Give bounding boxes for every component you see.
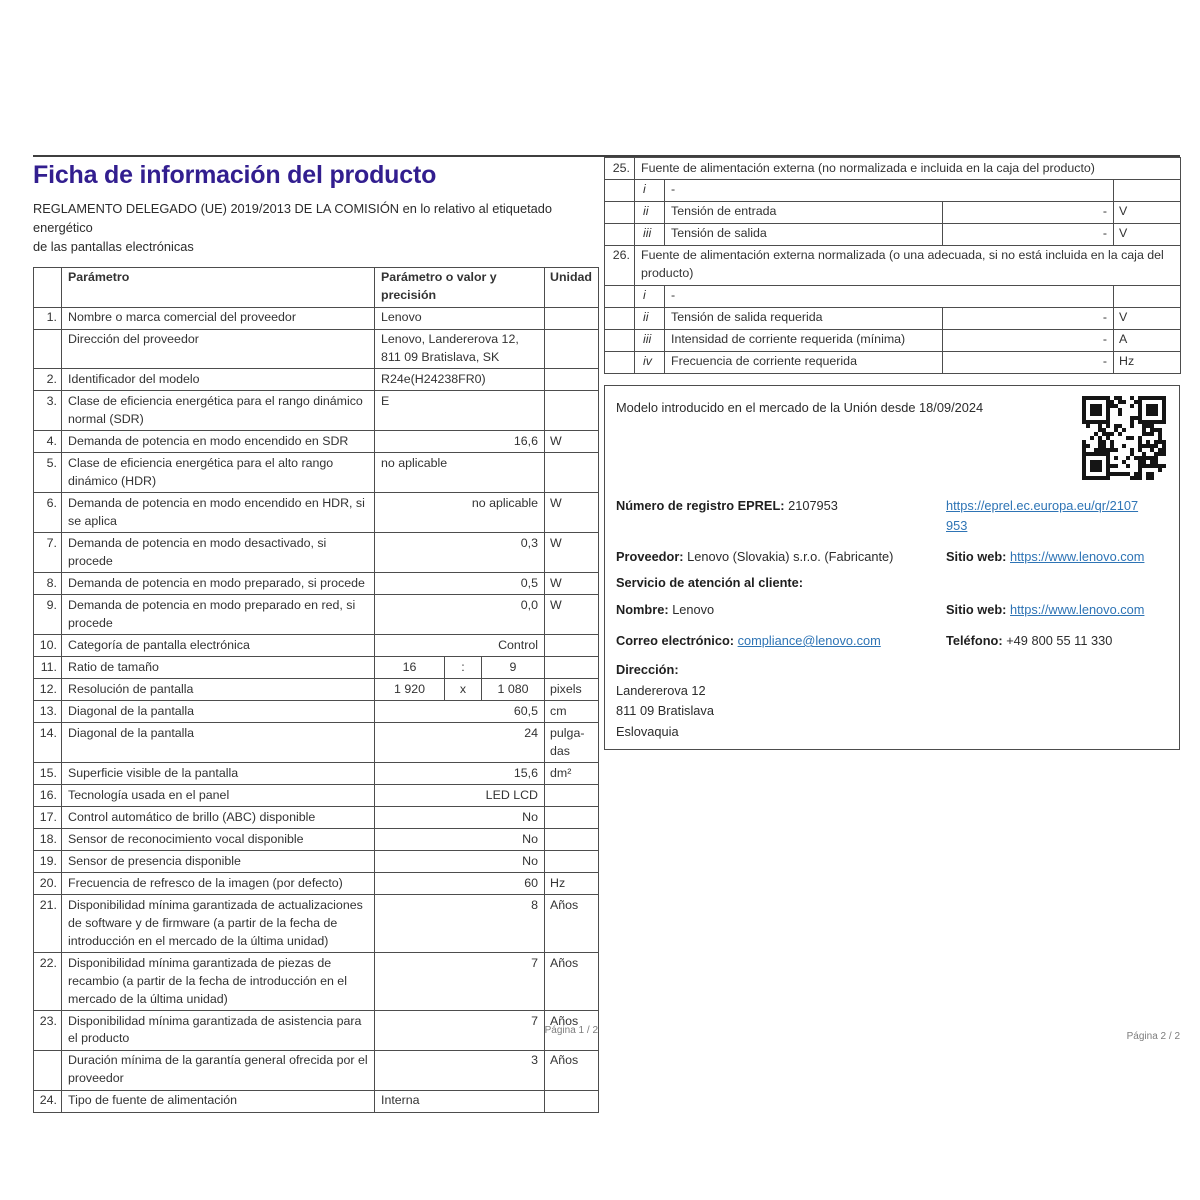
- website-label: Sitio web:: [946, 548, 1007, 564]
- param-unit: Hz: [1114, 351, 1181, 373]
- param-label: Superficie visible de la pantalla: [62, 763, 375, 785]
- row-number: 13.: [34, 701, 62, 723]
- roman-index: iii: [635, 329, 665, 351]
- param-value: No: [375, 851, 545, 873]
- param-unit: Años: [545, 1011, 599, 1051]
- param-unit: V: [1114, 201, 1181, 223]
- row-number: 11.: [34, 657, 62, 679]
- table-row: [34, 895, 599, 953]
- param-unit: [545, 307, 599, 329]
- market-entry-text: Modelo introducido en el mercado de la Unión desde 18/09/2024: [616, 399, 984, 415]
- website-link[interactable]: https://www.lenovo.com: [1010, 548, 1145, 564]
- email-label: Correo electrónico:: [616, 632, 735, 648]
- param-unit: [545, 829, 599, 851]
- website-link-2[interactable]: https://www.lenovo.com: [1010, 602, 1145, 618]
- param-label: Clase de eficiencia energética para el alto rango dinámico (HDR): [62, 453, 375, 493]
- name-label: Nombre:: [616, 602, 669, 618]
- param-value: Interna: [375, 1090, 545, 1112]
- param-value: Lenovo: [375, 307, 545, 329]
- table-row: [34, 1050, 599, 1090]
- param-unit: [545, 391, 599, 431]
- param-value: 0,3: [375, 533, 545, 573]
- param-unit: Años: [545, 1050, 599, 1090]
- table-row: [34, 635, 599, 657]
- param-unit: [545, 851, 599, 873]
- phone-line: [946, 631, 1168, 651]
- supplier-name: Lenovo (Slovakia) s.r.o. (Fabricante): [687, 548, 894, 564]
- param-label: Frecuencia de corriente requerida: [665, 351, 943, 373]
- table-row: [605, 201, 1181, 223]
- param-value: 3: [375, 1050, 545, 1090]
- table-row: [605, 351, 1181, 373]
- param-unit: pixels: [545, 679, 599, 701]
- page-1-footer: Página 1 / 2: [544, 1025, 598, 1036]
- row-number: 10.: [34, 635, 62, 657]
- phone-label: Teléfono:: [946, 632, 1003, 648]
- param-value: 8: [375, 895, 545, 953]
- table-row: [605, 307, 1181, 329]
- roman-index: iii: [635, 223, 665, 245]
- group-header-row: [605, 245, 1181, 285]
- table-row: [34, 391, 599, 431]
- param-unit: [545, 785, 599, 807]
- group-title: Fuente de alimentación externa (no normalizada e incluida en la caja del producto): [635, 158, 1181, 180]
- param-value: -: [943, 329, 1114, 351]
- row-number: 7.: [34, 533, 62, 573]
- table-row: [605, 329, 1181, 351]
- address-line-1: Landererova 12: [616, 682, 706, 698]
- param-unit: W: [545, 493, 599, 533]
- row-number: 8.: [34, 573, 62, 595]
- product-parameters-table: [33, 267, 599, 1113]
- param-label: Identificador del modelo: [62, 369, 375, 391]
- param-label: Intensidad de corriente requerida (mínima): [665, 329, 943, 351]
- row-number: 24.: [34, 1090, 62, 1112]
- param-unit: Años: [545, 895, 599, 953]
- group-header-row: [605, 158, 1181, 180]
- row-number: [605, 201, 635, 223]
- resolution-width: 1 920: [375, 679, 445, 701]
- email-link[interactable]: compliance@lenovo.com: [737, 632, 881, 648]
- param-value: 0,5: [375, 573, 545, 595]
- table-row: [605, 285, 1181, 307]
- param-value: 7: [375, 953, 545, 1011]
- param-label: Disponibilidad mínima garantizada de asistencia para el producto: [62, 1011, 375, 1051]
- table-row: [34, 533, 599, 573]
- param-value: 16,6: [375, 431, 545, 453]
- param-label: Clase de eficiencia energética para el rango dinámico normal (SDR): [62, 391, 375, 431]
- param-value: 0,0: [375, 595, 545, 635]
- row-number: 22.: [34, 953, 62, 1011]
- row-number: 25.: [605, 158, 635, 180]
- eprel-label: Número de registro EPREL:: [616, 497, 785, 513]
- row-number: 3.: [34, 391, 62, 431]
- param-label: Tecnología usada en el panel: [62, 785, 375, 807]
- ratio-height: 9: [482, 657, 545, 679]
- header-unit: Unidad: [545, 267, 599, 307]
- merged-value: -: [665, 179, 1114, 201]
- param-unit: W: [545, 595, 599, 635]
- param-value: 15,6: [375, 763, 545, 785]
- row-number: 4.: [34, 431, 62, 453]
- table-row: [34, 785, 599, 807]
- param-value: LED LCD: [375, 785, 545, 807]
- table-row: [34, 763, 599, 785]
- row-number: [605, 179, 635, 201]
- param-value: -: [943, 351, 1114, 373]
- table-row: [605, 179, 1181, 201]
- supplier-line: [616, 547, 946, 567]
- param-value: -: [943, 201, 1114, 223]
- row-number: 19.: [34, 851, 62, 873]
- table-row: [34, 329, 599, 369]
- param-unit: Hz: [545, 873, 599, 895]
- page-1: [33, 157, 598, 1113]
- roman-index: i: [635, 285, 665, 307]
- param-value: 60: [375, 873, 545, 895]
- table-row: [34, 453, 599, 493]
- table-row: [34, 723, 599, 763]
- row-number: 21.: [34, 895, 62, 953]
- roman-index: iv: [635, 351, 665, 373]
- param-label: Ratio de tamaño: [62, 657, 375, 679]
- param-unit: pulga-das: [545, 723, 599, 763]
- ratio-width: 16: [375, 657, 445, 679]
- param-label: Frecuencia de refresco de la imagen (por defecto): [62, 873, 375, 895]
- row-number: 20.: [34, 873, 62, 895]
- table-row: [34, 307, 599, 329]
- param-value: 7: [375, 1011, 545, 1051]
- page-title: Ficha de información del producto: [33, 161, 437, 189]
- param-label: Sensor de reconocimiento vocal disponible: [62, 829, 375, 851]
- table-row: [34, 573, 599, 595]
- param-value: no aplicable: [375, 453, 545, 493]
- table-row: [34, 595, 599, 635]
- param-unit: [545, 453, 599, 493]
- page-2: [604, 157, 1180, 750]
- row-number: [34, 1050, 62, 1090]
- service-name-line: [616, 600, 946, 620]
- phone-number: +49 800 55 11 330: [1006, 632, 1113, 648]
- param-label: Disponibilidad mínima garantizada de piezas de recambio (a partir de la fecha de introducción en el mercado de la última unidad): [62, 953, 375, 1011]
- eprel-link[interactable]: https://eprel.ec.europa.eu/qr/2107953: [946, 497, 1139, 533]
- row-number: 1.: [34, 307, 62, 329]
- website-line: [946, 547, 1168, 567]
- row-number: [605, 285, 635, 307]
- subtitle-line-1: REGLAMENTO DELEGADO (UE) 2019/2013 DE LA COMISIÓN en lo relativo al etiquetado energético: [33, 201, 552, 236]
- supplier-label: Proveedor:: [616, 548, 684, 564]
- row-number: [605, 307, 635, 329]
- table-row: [34, 701, 599, 723]
- website-line-2: [946, 600, 1168, 620]
- table-row: [34, 431, 599, 453]
- row-number: 26.: [605, 245, 635, 285]
- param-unit: V: [1114, 223, 1181, 245]
- row-number: 9.: [34, 595, 62, 635]
- page-2-footer: Página 2 / 2: [1126, 1031, 1180, 1042]
- param-unit: W: [545, 431, 599, 453]
- table-row: [34, 1090, 599, 1112]
- header-value: Parámetro o valor y precisión: [375, 267, 545, 307]
- param-label: Categoría de pantalla electrónica: [62, 635, 375, 657]
- row-number: 17.: [34, 807, 62, 829]
- param-label: Demanda de potencia en modo encendido en SDR: [62, 431, 375, 453]
- table-row: [34, 679, 599, 701]
- row-number: 15.: [34, 763, 62, 785]
- roman-index: i: [635, 179, 665, 201]
- eprel-registration: [616, 496, 946, 536]
- param-label: Resolución de pantalla: [62, 679, 375, 701]
- qr-code: [1082, 396, 1166, 480]
- param-label: Diagonal de la pantalla: [62, 723, 375, 763]
- roman-index: ii: [635, 201, 665, 223]
- param-value: No: [375, 829, 545, 851]
- table-row: [34, 493, 599, 533]
- row-number: 6.: [34, 493, 62, 533]
- regulation-subtitle: [33, 199, 598, 257]
- param-label: Sensor de presencia disponible: [62, 851, 375, 873]
- row-number: [605, 329, 635, 351]
- param-label: Control automático de brillo (ABC) disponible: [62, 807, 375, 829]
- row-number: 16.: [34, 785, 62, 807]
- table-row: [34, 657, 599, 679]
- param-unit: W: [545, 533, 599, 573]
- roman-index: ii: [635, 307, 665, 329]
- table-row: [34, 873, 599, 895]
- param-value: 24: [375, 723, 545, 763]
- row-number: 12.: [34, 679, 62, 701]
- param-unit: W: [545, 573, 599, 595]
- param-label: Tensión de entrada: [665, 201, 943, 223]
- param-unit: [545, 369, 599, 391]
- address-label: Dirección:: [616, 661, 679, 677]
- row-number: 2.: [34, 369, 62, 391]
- param-value: R24e(H24238FR0): [375, 369, 545, 391]
- header-number-cell: [34, 267, 62, 307]
- param-label: Tensión de salida requerida: [665, 307, 943, 329]
- table-header-row: [34, 267, 599, 307]
- param-value: 60,5: [375, 701, 545, 723]
- param-unit: dm²: [545, 763, 599, 785]
- param-label: Disponibilidad mínima garantizada de actualizaciones de software y de firmware (a partir de la fecha de introducción en el mercado de la última unidad): [62, 895, 375, 953]
- param-label: Demanda de potencia en modo encendido en HDR, si se aplica: [62, 493, 375, 533]
- ratio-separator: :: [445, 657, 482, 679]
- table-row: [34, 953, 599, 1011]
- address-block: [616, 660, 714, 741]
- row-number: 14.: [34, 723, 62, 763]
- param-unit: cm: [545, 701, 599, 723]
- param-unit: A: [1114, 329, 1181, 351]
- row-number: 23.: [34, 1011, 62, 1051]
- group-title: Fuente de alimentación externa normalizada (o una adecuada, si no está incluida en la caja del producto): [635, 245, 1181, 285]
- param-label: Tipo de fuente de alimentación: [62, 1090, 375, 1112]
- param-unit: [545, 657, 599, 679]
- website-label-2: Sitio web:: [946, 602, 1007, 618]
- table-row: [34, 829, 599, 851]
- param-unit: [545, 1090, 599, 1112]
- param-value: Lenovo, Landererova 12, 811 09 Bratislava, SK: [375, 329, 545, 369]
- registration-info-box: [604, 385, 1180, 750]
- table-row: [605, 223, 1181, 245]
- param-label: Duración mínima de la garantía general ofrecida por el proveedor: [62, 1050, 375, 1090]
- param-value: -: [943, 223, 1114, 245]
- param-label: Diagonal de la pantalla: [62, 701, 375, 723]
- param-value: No: [375, 807, 545, 829]
- customer-service-heading: Servicio de atención al cliente:: [616, 575, 804, 591]
- row-number: [605, 351, 635, 373]
- header-param: Parámetro: [62, 267, 375, 307]
- row-number: [605, 223, 635, 245]
- param-value: -: [943, 307, 1114, 329]
- param-value: no aplicable: [375, 493, 545, 533]
- param-unit: V: [1114, 307, 1181, 329]
- row-number: 18.: [34, 829, 62, 851]
- row-number: 5.: [34, 453, 62, 493]
- param-unit: [545, 807, 599, 829]
- param-unit: [1114, 285, 1181, 307]
- address-line-3: Eslovaquia: [616, 723, 679, 739]
- table-row: [34, 369, 599, 391]
- param-unit: Años: [545, 953, 599, 1011]
- param-label: Demanda de potencia en modo preparado en red, si procede: [62, 595, 375, 635]
- power-supply-table: [604, 157, 1181, 374]
- param-label: Demanda de potencia en modo desactivado, si procede: [62, 533, 375, 573]
- table-row: [34, 851, 599, 873]
- param-label: Dirección del proveedor: [62, 329, 375, 369]
- table-row: [34, 807, 599, 829]
- param-label: Tensión de salida: [665, 223, 943, 245]
- param-label: Nombre o marca comercial del proveedor: [62, 307, 375, 329]
- param-unit: [545, 635, 599, 657]
- param-value: Control: [375, 635, 545, 657]
- service-name: Lenovo: [672, 602, 715, 618]
- address-line-2: 811 09 Bratislava: [616, 703, 714, 719]
- param-label: Demanda de potencia en modo preparado, si procede: [62, 573, 375, 595]
- param-unit: [545, 329, 599, 369]
- eprel-number: 2107953: [788, 497, 838, 513]
- merged-value: -: [665, 285, 1114, 307]
- param-value: E: [375, 391, 545, 431]
- resolution-height: 1 080: [482, 679, 545, 701]
- subtitle-line-2: de las pantallas electrónicas: [33, 239, 194, 255]
- email-line: [616, 631, 946, 651]
- row-number: [34, 329, 62, 369]
- resolution-separator: x: [445, 679, 482, 701]
- param-unit: [1114, 179, 1181, 201]
